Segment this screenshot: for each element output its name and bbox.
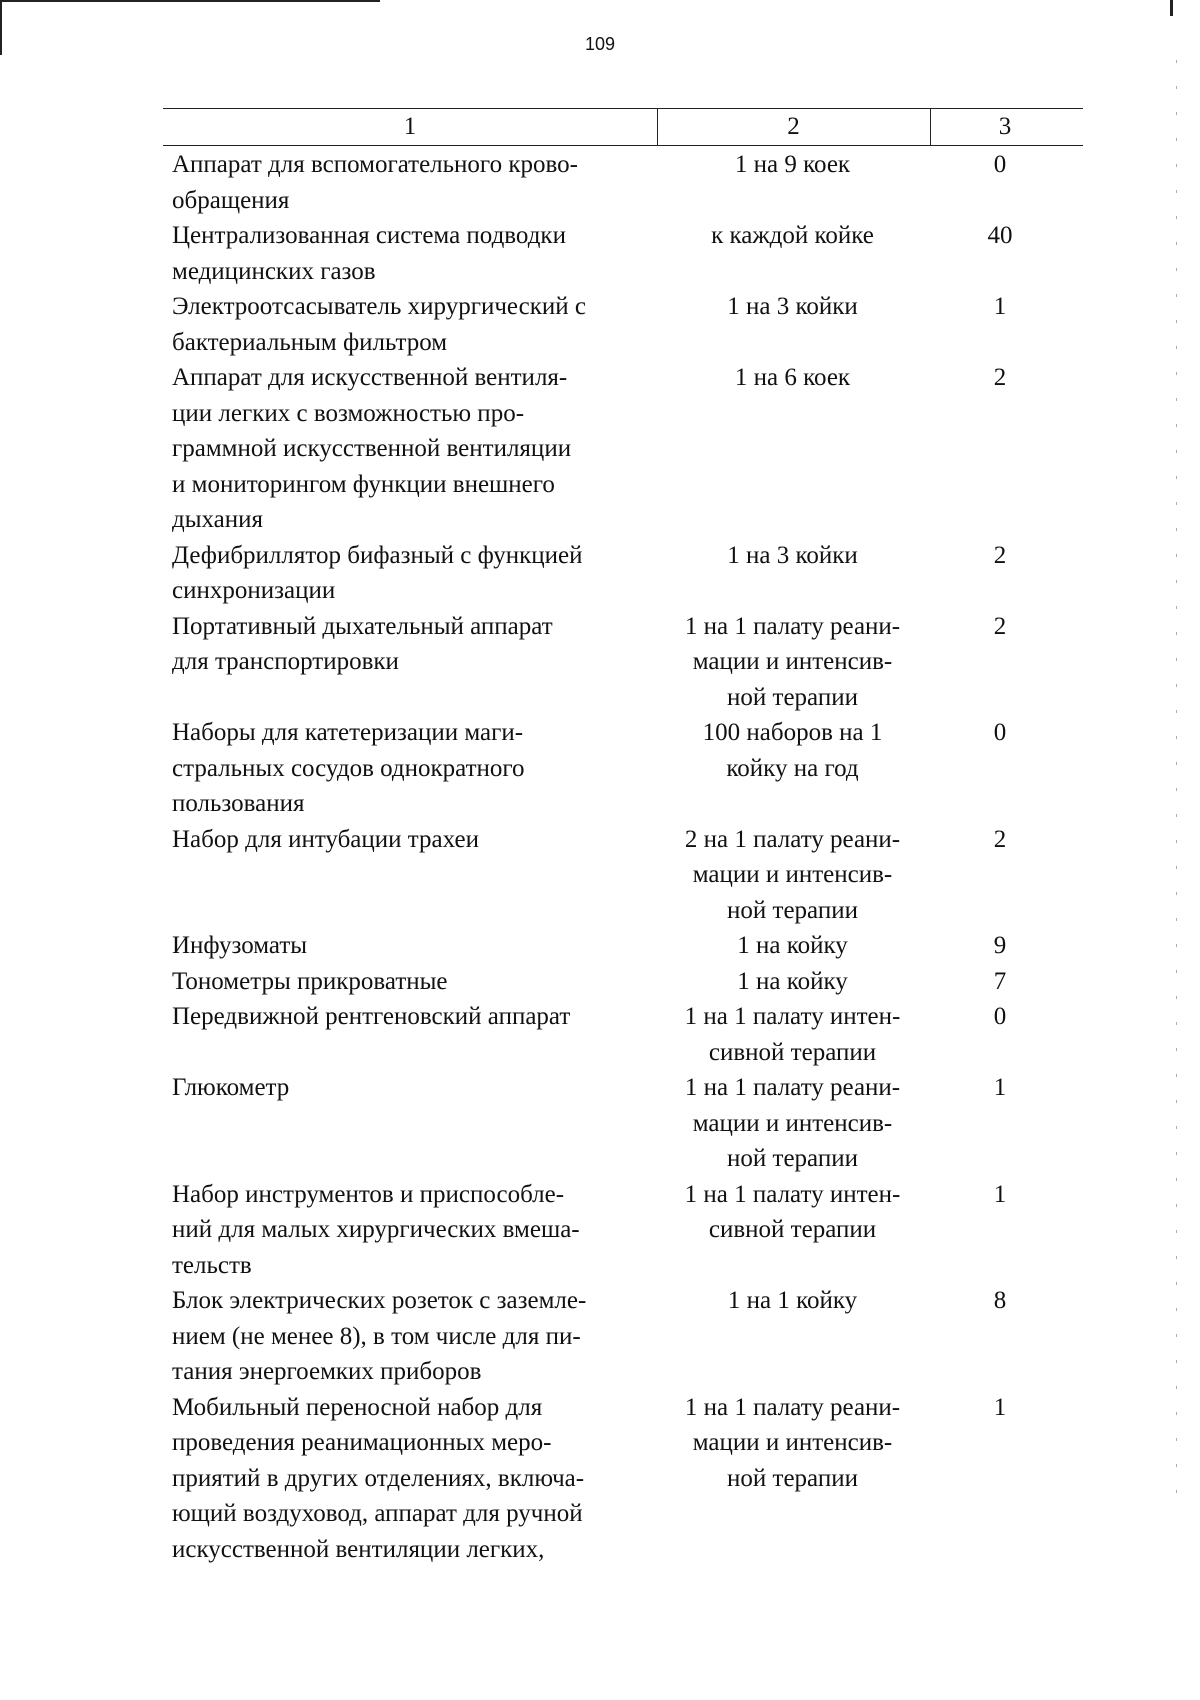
table-row [0, 999, 1200, 1070]
equipment-norm: 1 на 6 коек [734, 364, 851, 391]
table-row [0, 218, 1200, 289]
header-bottom-rule [163, 145, 1083, 146]
table-body [0, 147, 1200, 1567]
header-col-3: 3 [998, 113, 1012, 140]
equipment-norm: 1 на 1 палату интен- сивной терапии [684, 1003, 901, 1066]
equipment-name: Инфузоматы [172, 932, 308, 959]
equipment-name: Электроотсасыватель хирургический с бактериальным фильтром [172, 293, 586, 356]
equipment-norm: 1 на 1 палату реани- мации и интенсив- ной терапии [684, 612, 901, 711]
table-row [0, 928, 1200, 964]
equipment-name: Блок электрических розеток с заземле- нием (не менее 8), в том числе для пи- тания энергоемких приборов [172, 1287, 587, 1385]
equipment-count: 1 [993, 1393, 1007, 1421]
header-col-1: 1 [403, 113, 417, 140]
table-row [0, 1070, 1200, 1177]
equipment-count: 7 [993, 967, 1007, 995]
equipment-count: 1 [993, 1074, 1007, 1101]
equipment-name: Набор для интубации трахеи [172, 825, 479, 853]
page-number: 109 [584, 34, 616, 54]
table-row [0, 715, 1200, 822]
equipment-norm: 1 на 1 палату интен- сивной терапии [684, 1180, 901, 1243]
equipment-name: Аппарат для искусственной вентиля- ции легких с возможностью про- граммной искусственной вентиляции и мониторингом функции внешнего дыхания [172, 364, 572, 533]
equipment-count: 8 [993, 1287, 1007, 1314]
equipment-norm: 1 на 3 койки [727, 293, 858, 320]
table-row [0, 1390, 1200, 1568]
table-row [0, 147, 1200, 218]
equipment-name: Мобильный переносной набор для проведения реанимационных меро- приятий в других отделениях, включа- ющий воздуховод, аппарат для ручной искусственной вентиляции легких, [172, 1393, 585, 1563]
equipment-count: 0 [993, 151, 1007, 178]
scan-edge-right [1170, 0, 1173, 16]
table-row [0, 1177, 1200, 1284]
equipment-count: 1 [993, 293, 1007, 320]
equipment-count: 2 [993, 612, 1007, 640]
equipment-norm: 1 на койку [737, 932, 848, 959]
equipment-name: Портативный дыхательный аппарат для транспортировки [172, 612, 553, 675]
table-row [0, 360, 1200, 538]
table-row [0, 822, 1200, 929]
equipment-name: Тонометры прикроватные [172, 967, 448, 995]
table-row [0, 964, 1200, 1000]
equipment-norm: к каждой койке [711, 222, 874, 249]
equipment-count: 2 [993, 364, 1007, 391]
equipment-name: Дефибриллятор бифазный с функцией синхронизации [172, 541, 583, 604]
header-top-rule [163, 108, 1083, 109]
equipment-name: Набор инструментов и приспособле- ний для малых хирургических вмеша- тельств [172, 1180, 580, 1279]
equipment-name: Передвижной рентгеновский аппарат [172, 1003, 571, 1030]
table-row [0, 1283, 1200, 1390]
equipment-norm: 1 на койку [737, 967, 848, 995]
equipment-count: 40 [987, 222, 1013, 249]
equipment-count: 2 [993, 825, 1007, 853]
equipment-norm: 1 на 9 коек [734, 151, 851, 178]
table-row [0, 609, 1200, 716]
equipment-count: 0 [993, 719, 1007, 746]
equipment-norm: 2 на 1 палату реани- мации и интенсив- ной терапии [684, 825, 901, 924]
scan-edge-top [0, 0, 380, 2]
equipment-name: Централизованная система подводки медицинских газов [172, 222, 566, 285]
equipment-count: 9 [993, 932, 1007, 959]
equipment-count: 1 [993, 1180, 1007, 1208]
equipment-norm: 100 наборов на 1 койку на год [702, 719, 883, 782]
table-row [0, 289, 1200, 360]
equipment-count: 2 [993, 541, 1007, 569]
header-col-2: 2 [787, 113, 800, 140]
equipment-norm: 1 на 1 палату реани- мации и интенсив- ной терапии [684, 1074, 901, 1172]
equipment-norm: 1 на 1 палату реани- мации и интенсив- ной терапии [684, 1393, 901, 1492]
equipment-norm: 1 на 1 койку [727, 1287, 858, 1314]
equipment-name: Глюкометр [172, 1074, 290, 1101]
equipment-norm: 1 на 3 койки [727, 541, 858, 569]
equipment-name: Наборы для катетеризации маги- стральных сосудов однократного пользования [172, 719, 525, 817]
equipment-name: Аппарат для вспомогательного крово- обращения [172, 151, 578, 214]
equipment-count: 0 [993, 1003, 1007, 1030]
table-row [0, 538, 1200, 609]
